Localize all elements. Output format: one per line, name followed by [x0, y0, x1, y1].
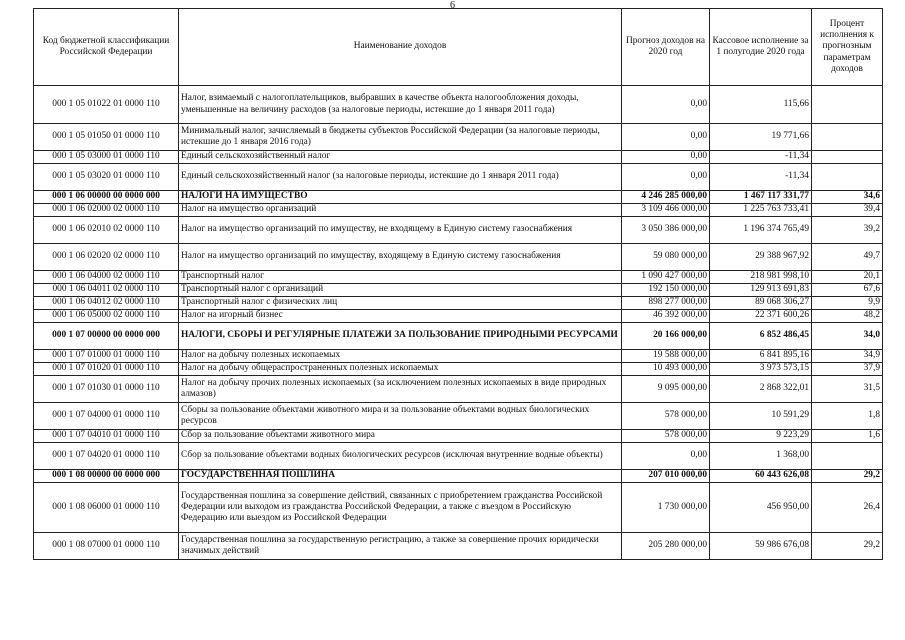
- row-percent: 49,7: [812, 244, 883, 271]
- row-code: 000 1 07 01000 01 0000 110: [34, 350, 179, 363]
- row-executed: 89 068 306,27: [710, 297, 812, 310]
- row-percent: 1,8: [812, 403, 883, 430]
- row-name: Государственная пошлина за государственную регистрацию, а также за совершение прочих юридически значимых действий: [179, 533, 622, 560]
- row-percent: 34,9: [812, 350, 883, 363]
- row-percent: 26,4: [812, 483, 883, 533]
- row-executed: -11,34: [710, 164, 812, 191]
- row-name: Государственная пошлина за совершение действий, связанных с приобретением гражданства Российской Федерации или выходом из гражданства Российской Федерации, а также с въездом в Российскую Федерацию или выездом из Российской Федерации: [179, 483, 622, 533]
- table-row: [34, 151, 883, 164]
- row-executed: 6 852 486,45: [710, 323, 812, 350]
- row-forecast: 20 166 000,00: [622, 323, 710, 350]
- row-forecast: 192 150 000,00: [622, 284, 710, 297]
- row-executed: 1 467 117 331,77: [710, 191, 812, 204]
- row-name: Налог на игорный бизнес: [179, 310, 622, 323]
- table-row: [34, 284, 883, 297]
- row-name: Единый сельскохозяйственный налог (за налоговые периоды, истекшие до 1 января 2011 года): [179, 164, 622, 191]
- row-percent: 29,2: [812, 470, 883, 483]
- row-code: 000 1 06 02010 02 0000 110: [34, 217, 179, 244]
- table-row: [34, 310, 883, 323]
- row-name: Сбор за пользование объектами водных биологических ресурсов (исключая внутренние водные объекты): [179, 443, 622, 470]
- row-executed: 1 368,00: [710, 443, 812, 470]
- row-code: 000 1 07 04020 01 0000 110: [34, 443, 179, 470]
- table-row: [34, 430, 883, 443]
- row-code: 000 1 07 04010 01 0000 110: [34, 430, 179, 443]
- row-name: Транспортный налог: [179, 271, 622, 284]
- row-name: Сбор за пользование объектами животного мира: [179, 430, 622, 443]
- row-percent: [812, 443, 883, 470]
- row-percent: [812, 151, 883, 164]
- row-name: Налог на добычу прочих полезных ископаемых (за исключением полезных ископаемых в виде природных алмазов): [179, 376, 622, 403]
- row-code: 000 1 07 00000 00 0000 000: [34, 323, 179, 350]
- row-executed: 3 973 573,15: [710, 363, 812, 376]
- table-row: [34, 86, 883, 124]
- table-row: [34, 483, 883, 533]
- row-percent: 9,9: [812, 297, 883, 310]
- table-row: [34, 217, 883, 244]
- row-executed: 22 371 600,26: [710, 310, 812, 323]
- row-name: Налог, взимаемый с налогоплательщиков, выбравших в качестве объекта налогообложения доходы, уменьшенные на величину расходов (за налоговые периоды, истекшие до 1 января 2011 года): [179, 86, 622, 124]
- row-code: 000 1 07 04000 01 0000 110: [34, 403, 179, 430]
- revenue-table: [33, 8, 883, 560]
- header-forecast: Прогноз доходов на 2020 год: [622, 9, 710, 86]
- row-code: 000 1 08 07000 01 0000 110: [34, 533, 179, 560]
- row-name: Налог на имущество организаций по имуществу, не входящему в Единую систему газоснабжения: [179, 217, 622, 244]
- row-executed: 60 443 626,08: [710, 470, 812, 483]
- table-row: [34, 297, 883, 310]
- row-forecast: 1 730 000,00: [622, 483, 710, 533]
- row-forecast: 4 246 285 000,00: [622, 191, 710, 204]
- row-code: 000 1 05 01022 01 0000 110: [34, 86, 179, 124]
- row-code: 000 1 06 05000 02 0000 110: [34, 310, 179, 323]
- row-percent: 1,6: [812, 430, 883, 443]
- row-percent: [812, 164, 883, 191]
- row-percent: 34,0: [812, 323, 883, 350]
- row-code: 000 1 06 02020 02 0000 110: [34, 244, 179, 271]
- row-executed: -11,34: [710, 151, 812, 164]
- row-executed: 129 913 691,83: [710, 284, 812, 297]
- row-percent: 31,5: [812, 376, 883, 403]
- header-code: Код бюджетной классификации Российской Федерации: [34, 9, 179, 86]
- row-forecast: 207 010 000,00: [622, 470, 710, 483]
- row-forecast: 0,00: [622, 86, 710, 124]
- row-code: 000 1 08 00000 00 0000 000: [34, 470, 179, 483]
- table-row: [34, 323, 883, 350]
- row-percent: 67,6: [812, 284, 883, 297]
- header-name: Наименование доходов: [179, 9, 622, 86]
- table-row: [34, 164, 883, 191]
- row-forecast: 3 050 386 000,00: [622, 217, 710, 244]
- row-name: Единый сельскохозяйственный налог: [179, 151, 622, 164]
- row-forecast: 10 493 000,00: [622, 363, 710, 376]
- row-percent: 34,6: [812, 191, 883, 204]
- row-forecast: 0,00: [622, 124, 710, 151]
- row-forecast: 898 277 000,00: [622, 297, 710, 310]
- table-row: [34, 271, 883, 284]
- row-code: 000 1 06 04011 02 0000 110: [34, 284, 179, 297]
- row-name: Транспортный налог с организаций: [179, 284, 622, 297]
- row-code: 000 1 06 00000 00 0000 000: [34, 191, 179, 204]
- row-executed: 6 841 895,16: [710, 350, 812, 363]
- row-forecast: 0,00: [622, 151, 710, 164]
- row-code: 000 1 07 01020 01 0000 110: [34, 363, 179, 376]
- row-executed: 218 981 998,10: [710, 271, 812, 284]
- row-forecast: 578 000,00: [622, 403, 710, 430]
- row-executed: 115,66: [710, 86, 812, 124]
- table-body: [34, 86, 883, 560]
- row-percent: 48,2: [812, 310, 883, 323]
- row-code: 000 1 05 03000 01 0000 110: [34, 151, 179, 164]
- table-row: [34, 244, 883, 271]
- row-name: Сборы за пользование объектами животного мира и за пользование объектами водных биологических ресурсов: [179, 403, 622, 430]
- row-percent: 20,1: [812, 271, 883, 284]
- table-row: [34, 191, 883, 204]
- row-name: Налог на добычу общераспространенных полезных ископаемых: [179, 363, 622, 376]
- row-executed: 2 868 322,01: [710, 376, 812, 403]
- row-forecast: 0,00: [622, 443, 710, 470]
- table-row: [34, 533, 883, 560]
- row-forecast: 19 588 000,00: [622, 350, 710, 363]
- row-name: Транспортный налог с физических лиц: [179, 297, 622, 310]
- row-name: Налог на имущество организаций: [179, 204, 622, 217]
- row-executed: 456 950,00: [710, 483, 812, 533]
- header-executed: Кассовое исполнение за 1 полугодие 2020 года: [710, 9, 812, 86]
- row-name: НАЛОГИ, СБОРЫ И РЕГУЛЯРНЫЕ ПЛАТЕЖИ ЗА ПОЛЬЗОВАНИЕ ПРИРОДНЫМИ РЕСУРСАМИ: [179, 323, 622, 350]
- row-name: Налог на имущество организаций по имуществу, входящему в Единую систему газоснабжения: [179, 244, 622, 271]
- row-code: 000 1 06 04012 02 0000 110: [34, 297, 179, 310]
- table-row: [34, 470, 883, 483]
- row-executed: 29 388 967,92: [710, 244, 812, 271]
- row-executed: 1 196 374 765,49: [710, 217, 812, 244]
- row-name: Минимальный налог, зачисляемый в бюджеты субъектов Российской Федерации (за налоговые периоды, истекшие до 1 января 2016 года): [179, 124, 622, 151]
- row-name: НАЛОГИ НА ИМУЩЕСТВО: [179, 191, 622, 204]
- row-name: ГОСУДАРСТВЕННАЯ ПОШЛИНА: [179, 470, 622, 483]
- row-code: 000 1 06 02000 02 0000 110: [34, 204, 179, 217]
- row-code: 000 1 07 01030 01 0000 110: [34, 376, 179, 403]
- row-forecast: 1 090 427 000,00: [622, 271, 710, 284]
- row-code: 000 1 06 04000 02 0000 110: [34, 271, 179, 284]
- table-row: [34, 403, 883, 430]
- row-executed: 1 225 763 733,41: [710, 204, 812, 217]
- page-number: 6: [450, 0, 455, 11]
- row-code: 000 1 05 03020 01 0000 110: [34, 164, 179, 191]
- row-executed: 9 223,29: [710, 430, 812, 443]
- row-percent: [812, 124, 883, 151]
- row-executed: 19 771,66: [710, 124, 812, 151]
- row-percent: 39,4: [812, 204, 883, 217]
- row-forecast: 0,00: [622, 164, 710, 191]
- header-percent: Процент исполнения к прогнозным параметрам доходов: [812, 9, 883, 86]
- row-percent: 39,2: [812, 217, 883, 244]
- table-row: [34, 204, 883, 217]
- table-row: [34, 350, 883, 363]
- row-forecast: 578 000,00: [622, 430, 710, 443]
- table-row: [34, 124, 883, 151]
- row-percent: 37,9: [812, 363, 883, 376]
- row-code: 000 1 08 06000 01 0000 110: [34, 483, 179, 533]
- row-executed: 10 591,29: [710, 403, 812, 430]
- row-code: 000 1 05 01050 01 0000 110: [34, 124, 179, 151]
- table-row: [34, 443, 883, 470]
- row-forecast: 9 095 000,00: [622, 376, 710, 403]
- row-name: Налог на добычу полезных ископаемых: [179, 350, 622, 363]
- table-row: [34, 363, 883, 376]
- row-executed: 59 986 676,08: [710, 533, 812, 560]
- row-forecast: 59 080 000,00: [622, 244, 710, 271]
- row-percent: [812, 86, 883, 124]
- table-header: [34, 9, 883, 86]
- row-forecast: 205 280 000,00: [622, 533, 710, 560]
- row-forecast: 3 109 466 000,00: [622, 204, 710, 217]
- table-row: [34, 376, 883, 403]
- row-percent: 29,2: [812, 533, 883, 560]
- row-forecast: 46 392 000,00: [622, 310, 710, 323]
